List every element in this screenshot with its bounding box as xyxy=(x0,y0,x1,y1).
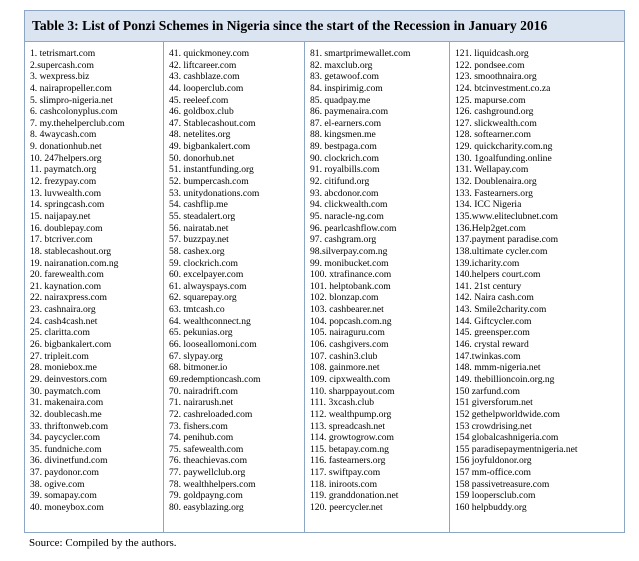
table-entry: 33. thriftonweb.com xyxy=(30,420,109,432)
table-entry: 13. luvwealth.com xyxy=(30,187,102,199)
table-entry: 19. nairanation.com.ng xyxy=(30,257,119,269)
table-entry: 67. slypay.org xyxy=(169,350,223,362)
table-entry: 154 globalcashnigeria.com xyxy=(455,432,559,444)
table-entry: 7. my.thehelperclub.com xyxy=(30,117,125,129)
table-entry: 135.www.eliteclubnet.com xyxy=(455,210,559,222)
table-entry: 39. somapay.com xyxy=(30,490,97,502)
table-entry: 53. unitydonations.com xyxy=(169,187,260,199)
table-entry: 102. blonzap.com xyxy=(310,292,379,304)
table-entry: 132. Doublenaira.org xyxy=(455,176,537,188)
table-entry: 37. paydonor.com xyxy=(30,467,100,479)
table-entry: 86. paymenaira.com xyxy=(310,106,389,118)
table-entry: 43. cashblaze.com xyxy=(169,71,240,83)
table-entry: 81. smartprimewallet.com xyxy=(310,48,411,59)
table-entry: 2.supercash.com xyxy=(30,59,94,71)
table-entry: 114. growtogrow.com xyxy=(310,432,395,444)
table-entry: 137.payment paradise.com xyxy=(455,234,559,246)
table-entry: 8. 4waycash.com xyxy=(30,129,97,141)
table-entry: 3. wexpress.biz xyxy=(30,71,90,83)
table-entry: 18. stablecashout.org xyxy=(30,245,112,257)
table-entry: 26. bigbankalert.com xyxy=(30,339,112,351)
table-entry: 17. btcriver.com xyxy=(30,234,93,246)
table-entry: 97. cashgram.org xyxy=(310,234,377,246)
table-entry: 87. el-earners.com xyxy=(310,117,382,129)
table-entry: 12. frezypay.com xyxy=(30,176,97,188)
table-entry: 52. bumpercash.com xyxy=(169,176,249,188)
table-entry: 47. Stablecashout.com xyxy=(169,117,256,129)
table-entry: 126. cashground.org xyxy=(455,106,534,118)
table-entry: 125. mapurse.com xyxy=(455,94,526,106)
table-entry: 5. slimpro-nigeria.net xyxy=(30,94,113,106)
table-entry: 72. cashreloaded.com xyxy=(169,408,253,420)
table-entry: 139.icharity.com xyxy=(455,257,520,269)
table-entry: 41. quickmoney.com xyxy=(169,48,250,59)
table-entry: 146. crystal reward xyxy=(455,339,529,351)
table-entry: 28. moniebox.me xyxy=(30,362,97,374)
table-entry: 40. moneybox.com xyxy=(30,501,104,513)
table-entry: 14. springcash.com xyxy=(30,199,105,211)
table-entry: 138.ultimate cycler.com xyxy=(455,245,548,257)
table-entry: 149. thebillioncoin.org.ng xyxy=(455,373,555,385)
table-entry: 15. naijapay.net xyxy=(30,210,91,222)
table-entry: 65. pekunias.org xyxy=(169,327,233,339)
table-entry: 123. smoothnaira.org xyxy=(455,71,537,83)
table-entry: 96. pearlcashflow.com xyxy=(310,222,397,234)
table-entry: 22. nairaxpress.com xyxy=(30,292,107,304)
table-entry: 103. cashbearer.net xyxy=(310,304,384,316)
table-entry: 120. peercycler.net xyxy=(310,501,383,513)
table-entry: 35. fundniche.com xyxy=(30,443,102,455)
table-entry: 42. liftcareer.com xyxy=(169,59,237,71)
table-entry: 29. deinvestors.com xyxy=(30,373,108,385)
table-entry: 95. naracle-ng.com xyxy=(310,210,384,222)
table-entry: 92. citifund.org xyxy=(310,176,370,188)
table-column-2 xyxy=(164,42,305,532)
table-entry: 121. liquidcash.org xyxy=(455,48,529,59)
table-entry: 44. looperclub.com xyxy=(169,82,244,94)
table-entry: 55. steadalert.org xyxy=(169,210,236,222)
table-entry: 89. bestpaga.com xyxy=(310,141,377,153)
table-column-4 xyxy=(450,42,624,532)
table-entry: 158 passivetreasure.com xyxy=(455,478,550,490)
document-page xyxy=(24,10,625,550)
table-entry: 101. helptobank.com xyxy=(310,280,391,292)
table-entry: 113. spreadcash.net xyxy=(310,420,386,432)
table-entry: 57. buzzpay.net xyxy=(169,234,229,246)
table-entry: 20. farewealth.com xyxy=(30,269,104,281)
table-entry: 27. tripleit.com xyxy=(30,350,89,362)
table-entry: 31. makenaira.com xyxy=(30,397,104,409)
table-entry: 23. cashnaira.org xyxy=(30,304,96,316)
table-entry: 156 joyfuldonor.org xyxy=(455,455,532,467)
table-entry: 46. goldbox.club xyxy=(169,106,234,118)
table-column-3 xyxy=(305,42,450,532)
table-entry: 11. paymatch.org xyxy=(30,164,97,176)
table-entry: 69.redemptioncash.com xyxy=(169,373,261,385)
table-entry: 152 gethelpworldwide.com xyxy=(455,408,560,420)
table-entry: 134. ICC Nigeria xyxy=(455,199,522,211)
table-entry: 99. monibucket.com xyxy=(310,257,389,269)
table-entry: 9. donationhub.net xyxy=(30,141,102,153)
table-entry: 124. btcinvestment.co.za xyxy=(455,82,551,94)
table-entry: 77. paywellclub.org xyxy=(169,467,246,479)
table-entry: 131. Wellapay.com xyxy=(455,164,529,176)
table-entry: 143. Smile2charity.com xyxy=(455,304,547,316)
table-entry: 104. popcash.com.ng xyxy=(310,315,392,327)
table-entry: 4. nairapropeller.com xyxy=(30,82,112,94)
table-entry: 1. tetrismart.com xyxy=(30,48,96,59)
table-entry: 48. netelites.org xyxy=(169,129,231,141)
table-entry: 56. nairatab.net xyxy=(169,222,229,234)
table-entry: 127. slickwealth.com xyxy=(455,117,537,129)
table-entry: 59. clockrich.com xyxy=(169,257,238,269)
table-entry: 119. granddonation.net xyxy=(310,490,399,502)
table-entry: 90. clockrich.com xyxy=(310,152,379,164)
table-entry: 160 helpbuddy.org xyxy=(455,501,527,513)
ponzi-schemes-table xyxy=(24,10,625,533)
table-entry: 129. quickcharity.com.ng xyxy=(455,141,553,153)
table-entry: 140.helpers court.com xyxy=(455,269,541,281)
table-entry: 100. xtrafinance.com xyxy=(310,269,392,281)
table-entry: 122. pondsee.com xyxy=(455,59,525,71)
table-entry: 76. theachievas.com xyxy=(169,455,248,467)
table-entry: 110. sharppayout.com xyxy=(310,385,395,397)
table-entry: 94. clickwealth.com xyxy=(310,199,388,211)
table-entry: 84. inspirimig.com xyxy=(310,82,383,94)
table-entry: 145. greensper.com xyxy=(455,327,530,339)
table-entry: 83. getawoof.com xyxy=(310,71,380,83)
table-entry: 25. claritta.com xyxy=(30,327,90,339)
table-entry: 63. tmtcash.co xyxy=(169,304,225,316)
table-entry: 117. swiftpay.com xyxy=(310,467,381,479)
table-entry: 71. nairarush.net xyxy=(169,397,234,409)
table-entry: 10. 247helpers.org xyxy=(30,152,102,164)
table-entry: 118. iniroots.com xyxy=(310,478,378,490)
table-entry: 64. wealthconnect.ng xyxy=(169,315,251,327)
table-entry: 111. 3xcash.club xyxy=(310,397,375,409)
table-entry: 153 crowdrising.net xyxy=(455,420,532,432)
table-entry: 133. Fastearners.org xyxy=(455,187,533,199)
table-entry: 32. doublecash.me xyxy=(30,408,102,420)
table-entry: 107. cashin3.club xyxy=(310,350,378,362)
table-entry: 66. looseallomoni.com xyxy=(169,339,257,351)
table-entry: 105. nairaguru.com xyxy=(310,327,385,339)
table-body xyxy=(25,42,624,532)
table-entry: 85. quadpay.me xyxy=(310,94,371,106)
table-entry: 73. fishers.com xyxy=(169,420,228,432)
table-entry: 148. mmm-nigeria.net xyxy=(455,362,541,374)
table-entry: 68. bitmoner.io xyxy=(169,362,228,374)
table-entry: 142. Naira cash.com xyxy=(455,292,534,304)
table-entry: 50. donorhub.net xyxy=(169,152,235,164)
table-column-1 xyxy=(25,42,164,532)
table-title: Table 3: List of Ponzi Schemes in Nigeria since the start of the Recession in January 2016 xyxy=(25,11,624,42)
table-entry: 157 mm-office.com xyxy=(455,467,532,479)
table-entry: 130. 1goalfunding.online xyxy=(455,152,552,164)
table-entry: 21. kaynation.com xyxy=(30,280,102,292)
table-entry: 58. cashex.org xyxy=(169,245,225,257)
table-entry: 80. easyblazing.org xyxy=(169,501,244,513)
table-entry: 93. abcdonor.com xyxy=(310,187,379,199)
table-entry: 60. excelpayer.com xyxy=(169,269,244,281)
table-entry: 115. betapay.com.ng xyxy=(310,443,389,455)
table-entry: 16. doublepay.com xyxy=(30,222,103,234)
table-entry: 91. royalbills.com xyxy=(310,164,380,176)
table-entry: 49. bigbankalert.com xyxy=(169,141,251,153)
source-note: Source: Compiled by the authors. xyxy=(29,537,177,549)
table-entry: 116. fastearners.org xyxy=(310,455,386,467)
table-entry: 6. cashcolonyplus.com xyxy=(30,106,118,118)
table-entry: 144. Giftcycler.com xyxy=(455,315,532,327)
table-entry: 155 paradisepaymentnigeria.net xyxy=(455,443,578,455)
table-entry: 159 loopersclub.com xyxy=(455,490,536,502)
table-entry: 36. divinetfund.com xyxy=(30,455,108,467)
table-entry: 34. paycycler.com xyxy=(30,432,101,444)
table-entry: 38. ogive.com xyxy=(30,478,85,490)
table-entry: 75. safewealth.com xyxy=(169,443,244,455)
table-entry: 128. softearner.com xyxy=(455,129,531,141)
table-entry: 151 giversforum.net xyxy=(455,397,533,409)
table-entry: 30. paymatch.com xyxy=(30,385,101,397)
table-entry: 82. maxclub.org xyxy=(310,59,373,71)
table-entry: 54. cashflip.me xyxy=(169,199,228,211)
table-entry: 147.twinkas.com xyxy=(455,350,521,362)
table-entry: 79. goldpayng.com xyxy=(169,490,243,502)
table-entry: 24. cash4cash.net xyxy=(30,315,98,327)
table-entry: 61. alwayspays.com xyxy=(169,280,247,292)
table-entry: 136.Help2get.com xyxy=(455,222,526,234)
table-entry: 106. cashgivers.com xyxy=(310,339,389,351)
table-entry: 78. wealthhelpers.com xyxy=(169,478,256,490)
table-entry: 112. wealthpump.org xyxy=(310,408,392,420)
table-entry: 150 zarfund.com xyxy=(455,385,521,397)
table-entry: 108. gainmore.net xyxy=(310,362,380,374)
table-entry: 74. penihub.com xyxy=(169,432,234,444)
table-entry: 98.silverpay.com.ng xyxy=(310,245,388,257)
table-entry: 88. kingsmen.me xyxy=(310,129,376,141)
table-entry: 141. 21st century xyxy=(455,280,522,292)
table-entry: 109. cipxwealth.com xyxy=(310,373,391,385)
table-entry: 51. instantfunding.org xyxy=(169,164,254,176)
table-entry: 70. nairadrift.com xyxy=(169,385,238,397)
table-entry: 45. reeleef.com xyxy=(169,94,229,106)
table-entry: 62. squarepay.org xyxy=(169,292,237,304)
